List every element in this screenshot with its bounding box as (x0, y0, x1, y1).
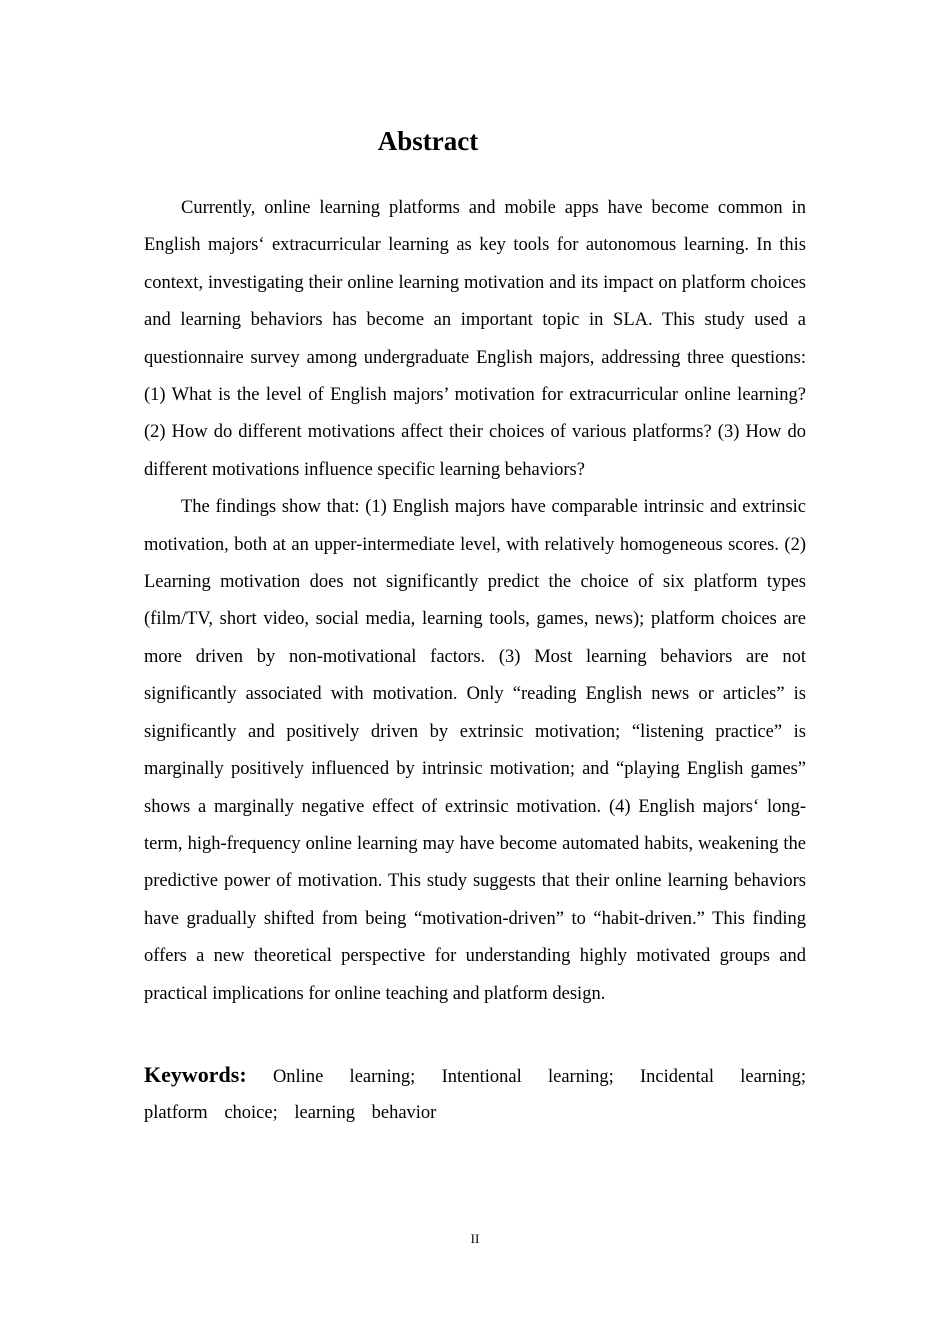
keywords-section (144, 1057, 806, 1131)
abstract-paragraph-2: The findings show that: (1) English majors have comparable intrinsic and extrinsic motivation, both at an upper-intermediate level, with relatively homogeneous scores. (2) Learning motivation does not significantly predict the choice of six platform types (film/TV, short video, social media, learning tools, games, news); platform choices are more driven by non-motivational factors. (3) Most learning behaviors are not significantly associated with motivation. Only “reading English news or articles” is significantly and positively driven by extrinsic motivation; “listening practice” is marginally positively influenced by intrinsic motivation; and “playing English games” shows a marginally negative effect of extrinsic motivation. (4) English majors‘ long-term, high-frequency online learning may have become automated habits, weakening the predictive power of motivation. This study suggests that their online learning behaviors have gradually shifted from being “motivation-driven” to “habit-driven.” This finding offers a new theoretical perspective for understanding highly motivated groups and practical implications for online teaching and platform design. (144, 497, 806, 1004)
page-number: II (470, 1231, 480, 1246)
abstract-body (144, 190, 806, 1013)
abstract-paragraph-1: Currently, online learning platforms and mobile apps have become common in English majors‘ extracurricular learning as key tools for autonomous learning. In this context, investigating their online learning motivation and its impact on platform choices and learning behaviors has become an important topic in SLA. This study used a questionnaire survey among undergraduate English majors, addressing three questions: (1) What is the level of English majors’ motivation for extracurricular online learning? (2) How do different motivations affect their choices of various platforms? (3) How do different motivations influence specific learning behaviors? (144, 198, 806, 480)
keywords-list: Online learning; Intentional learning; Incidental learning; platform choice; learning behavior (144, 1067, 807, 1123)
page-title: Abstract (377, 126, 479, 156)
keywords-label: Keywords: (144, 1062, 247, 1087)
